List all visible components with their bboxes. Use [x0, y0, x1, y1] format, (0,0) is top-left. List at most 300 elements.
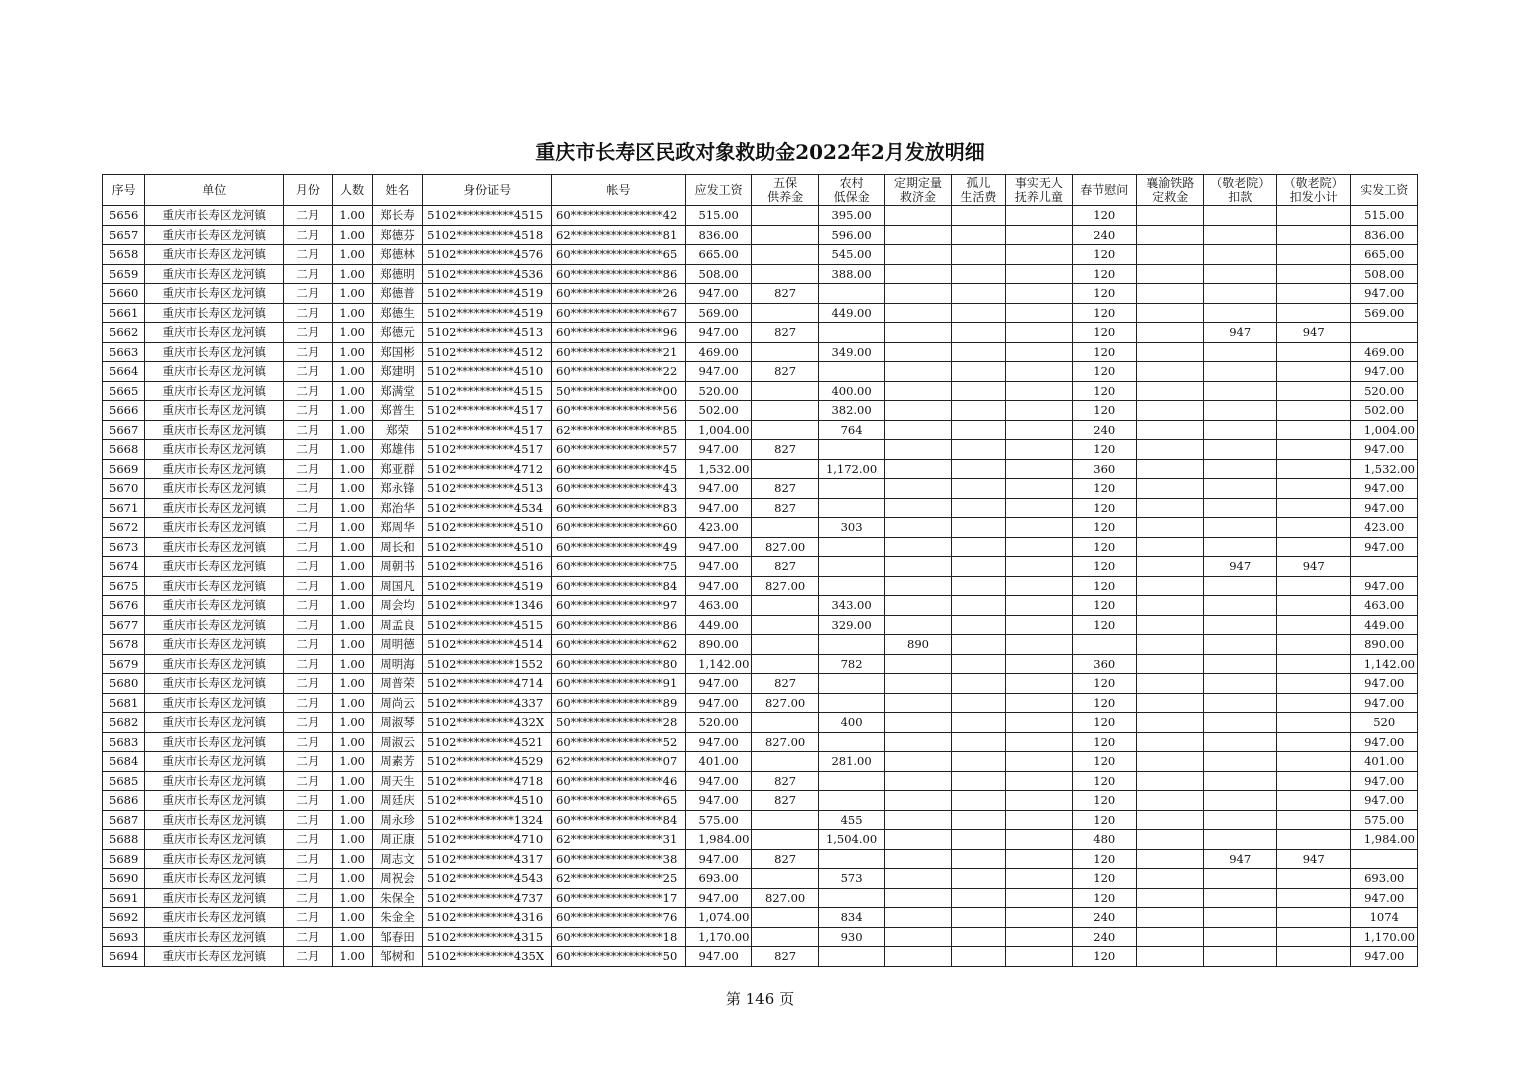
table-cell: 60****************49: [552, 537, 686, 557]
table-cell: 520.00: [685, 713, 751, 733]
table-cell: 120: [1072, 401, 1136, 421]
table-cell: [818, 791, 884, 811]
table-cell: 827.00: [752, 693, 818, 713]
table-cell: 508.00: [1351, 264, 1418, 284]
table-cell: 5102**********4521: [423, 732, 552, 752]
table-cell: 5690: [103, 869, 145, 889]
table-cell: 周国凡: [372, 576, 422, 596]
table-cell: 5669: [103, 459, 145, 479]
table-cell: 5102**********4519: [423, 284, 552, 304]
table-cell: 827.00: [752, 732, 818, 752]
table-cell: 947.00: [685, 440, 751, 460]
table-cell: 1.00: [332, 732, 372, 752]
table-cell: 5102**********4515: [423, 615, 552, 635]
table-cell: 62****************85: [552, 420, 686, 440]
table-cell: [1137, 849, 1204, 869]
table-cell: 二月: [284, 459, 332, 479]
table-cell: 62****************81: [552, 225, 686, 245]
table-cell: 朱金全: [372, 908, 422, 928]
table-cell: 二月: [284, 225, 332, 245]
table-cell: [885, 518, 951, 538]
table-cell: [885, 342, 951, 362]
table-cell: [1276, 810, 1351, 830]
table-cell: 947: [1276, 849, 1351, 869]
table-cell: [1204, 401, 1276, 421]
table-cell: 120: [1072, 206, 1136, 226]
table-cell: 400.00: [818, 381, 884, 401]
table-row: [103, 323, 1418, 343]
table-cell: [951, 479, 1005, 499]
table-cell: [885, 323, 951, 343]
table-cell: [1137, 752, 1204, 772]
table-cell: 5680: [103, 674, 145, 694]
table-row: [103, 615, 1418, 635]
table-cell: [818, 537, 884, 557]
table-cell: [1276, 596, 1351, 616]
table-cell: [1137, 576, 1204, 596]
table-cell: [1006, 362, 1072, 382]
table-cell: 120: [1072, 362, 1136, 382]
table-cell: 5679: [103, 654, 145, 674]
table-cell: [951, 440, 1005, 460]
table-cell: 388.00: [818, 264, 884, 284]
table-cell: 120: [1072, 537, 1136, 557]
table-cell: 1,504.00: [818, 830, 884, 850]
table-cell: 449.00: [685, 615, 751, 635]
table-cell: 947.00: [1351, 674, 1418, 694]
table-cell: 515.00: [685, 206, 751, 226]
table-cell: 60****************60: [552, 518, 686, 538]
table-cell: [1006, 557, 1072, 577]
table-cell: [1006, 479, 1072, 499]
table-cell: 重庆市长寿区龙河镇: [145, 888, 284, 908]
table-cell: 60****************84: [552, 576, 686, 596]
table-cell: 周孟良: [372, 615, 422, 635]
table-row: [103, 693, 1418, 713]
table-cell: [1006, 888, 1072, 908]
table-cell: [1137, 810, 1204, 830]
table-cell: [818, 498, 884, 518]
table-cell: 5662: [103, 323, 145, 343]
table-cell: 5102**********4518: [423, 225, 552, 245]
table-cell: 1.00: [332, 245, 372, 265]
table-row: [103, 245, 1418, 265]
table-cell: 120: [1072, 732, 1136, 752]
table-cell: 5684: [103, 752, 145, 772]
table-cell: [951, 635, 1005, 655]
table-cell: 890.00: [1351, 635, 1418, 655]
table-cell: [885, 440, 951, 460]
table-cell: [1276, 401, 1351, 421]
table-cell: 5102**********4543: [423, 869, 552, 889]
column-header: 五保 供养金: [752, 175, 818, 206]
table-cell: 5102**********4718: [423, 771, 552, 791]
table-cell: 5102**********4517: [423, 401, 552, 421]
table-row: [103, 596, 1418, 616]
table-cell: [885, 713, 951, 733]
table-cell: [752, 654, 818, 674]
column-header: 农村 低保金: [818, 175, 884, 206]
table-cell: [1137, 381, 1204, 401]
table-cell: [1006, 810, 1072, 830]
table-cell: 5670: [103, 479, 145, 499]
table-row: [103, 674, 1418, 694]
table-row: [103, 849, 1418, 869]
table-cell: [1137, 518, 1204, 538]
table-cell: 重庆市长寿区龙河镇: [145, 362, 284, 382]
table-cell: 5102**********1324: [423, 810, 552, 830]
table-cell: [1276, 908, 1351, 928]
table-cell: 5656: [103, 206, 145, 226]
table-cell: 120: [1072, 576, 1136, 596]
table-cell: 5676: [103, 596, 145, 616]
table-cell: 120: [1072, 557, 1136, 577]
table-cell: [885, 245, 951, 265]
table-cell: 5102**********4510: [423, 362, 552, 382]
table-cell: 二月: [284, 284, 332, 304]
table-cell: 60****************57: [552, 440, 686, 460]
table-cell: [1204, 440, 1276, 460]
table-cell: [752, 420, 818, 440]
table-cell: [1006, 420, 1072, 440]
table-cell: [818, 635, 884, 655]
table-cell: 120: [1072, 674, 1136, 694]
table-header-row: [103, 175, 1418, 206]
table-cell: [885, 654, 951, 674]
table-cell: 947: [1204, 849, 1276, 869]
table-cell: [752, 518, 818, 538]
table-cell: [951, 869, 1005, 889]
table-cell: 836.00: [685, 225, 751, 245]
column-header: 身份证号: [423, 175, 552, 206]
table-cell: [1137, 596, 1204, 616]
table-cell: 二月: [284, 693, 332, 713]
table-cell: [818, 284, 884, 304]
table-cell: 1,170.00: [1351, 927, 1418, 947]
table-cell: [885, 908, 951, 928]
table-cell: [885, 830, 951, 850]
table-cell: 60****************62: [552, 635, 686, 655]
table-cell: 二月: [284, 849, 332, 869]
table-cell: [951, 752, 1005, 772]
column-header: 应发工资: [685, 175, 751, 206]
table-cell: 502.00: [1351, 401, 1418, 421]
table-cell: 郑国彬: [372, 342, 422, 362]
table-cell: [1276, 225, 1351, 245]
table-cell: [818, 323, 884, 343]
table-cell: 1.00: [332, 264, 372, 284]
column-header: 单位: [145, 175, 284, 206]
table-cell: 5660: [103, 284, 145, 304]
table-cell: 469.00: [1351, 342, 1418, 362]
table-cell: [885, 459, 951, 479]
table-cell: [752, 713, 818, 733]
table-row: [103, 537, 1418, 557]
table-cell: [951, 576, 1005, 596]
table-cell: 5666: [103, 401, 145, 421]
table-cell: 947.00: [685, 771, 751, 791]
table-cell: 60****************21: [552, 342, 686, 362]
table-cell: 1.00: [332, 615, 372, 635]
table-cell: 二月: [284, 713, 332, 733]
table-cell: 520.00: [685, 381, 751, 401]
table-cell: 重庆市长寿区龙河镇: [145, 518, 284, 538]
table-cell: 5686: [103, 791, 145, 811]
table-cell: 5659: [103, 264, 145, 284]
table-cell: 240: [1072, 225, 1136, 245]
table-cell: [752, 908, 818, 928]
table-cell: [951, 206, 1005, 226]
table-cell: 5683: [103, 732, 145, 752]
table-cell: [818, 947, 884, 967]
table-cell: 二月: [284, 654, 332, 674]
table-cell: 665.00: [685, 245, 751, 265]
table-cell: [1276, 830, 1351, 850]
table-cell: 836.00: [1351, 225, 1418, 245]
table-cell: 郑德生: [372, 303, 422, 323]
table-cell: 120: [1072, 810, 1136, 830]
table-cell: 1.00: [332, 576, 372, 596]
table-cell: 947.00: [685, 693, 751, 713]
table-cell: 5102**********4519: [423, 576, 552, 596]
table-cell: [1204, 869, 1276, 889]
table-cell: 5102**********4513: [423, 323, 552, 343]
table-cell: 120: [1072, 947, 1136, 967]
table-cell: 5102**********4510: [423, 791, 552, 811]
table-cell: 周长和: [372, 537, 422, 557]
table-cell: 二月: [284, 264, 332, 284]
table-cell: [1204, 206, 1276, 226]
table-cell: [1006, 791, 1072, 811]
table-cell: 二月: [284, 869, 332, 889]
table-cell: 693.00: [1351, 869, 1418, 889]
table-cell: 5667: [103, 420, 145, 440]
table-cell: 二月: [284, 596, 332, 616]
table-cell: 5693: [103, 927, 145, 947]
table-cell: [1137, 479, 1204, 499]
table-cell: 575.00: [685, 810, 751, 830]
table-cell: 947.00: [685, 888, 751, 908]
table-cell: 50****************00: [552, 381, 686, 401]
table-cell: 二月: [284, 245, 332, 265]
table-cell: 二月: [284, 420, 332, 440]
table-row: [103, 479, 1418, 499]
table-cell: 947.00: [685, 674, 751, 694]
table-cell: [818, 849, 884, 869]
table-cell: [818, 888, 884, 908]
column-header: 襄渝铁路 定救金: [1137, 175, 1204, 206]
table-cell: [1006, 537, 1072, 557]
column-header: （敬老院） 扣款: [1204, 175, 1276, 206]
table-cell: [1351, 849, 1418, 869]
table-cell: 463.00: [685, 596, 751, 616]
table-cell: [951, 498, 1005, 518]
table-cell: 449.00: [1351, 615, 1418, 635]
table-cell: 5689: [103, 849, 145, 869]
table-cell: [1137, 908, 1204, 928]
table-cell: 60****************96: [552, 323, 686, 343]
table-cell: 周素芳: [372, 752, 422, 772]
table-cell: [1006, 596, 1072, 616]
table-cell: [951, 420, 1005, 440]
table-cell: 邹春田: [372, 927, 422, 947]
table-row: [103, 225, 1418, 245]
table-cell: 5677: [103, 615, 145, 635]
table-cell: 1,142.00: [1351, 654, 1418, 674]
table-cell: 5102**********4529: [423, 752, 552, 772]
table-cell: 重庆市长寿区龙河镇: [145, 869, 284, 889]
table-cell: [885, 752, 951, 772]
table-cell: 947.00: [685, 732, 751, 752]
table-cell: [1204, 498, 1276, 518]
table-cell: [885, 615, 951, 635]
table-cell: [885, 810, 951, 830]
table-cell: 5658: [103, 245, 145, 265]
table-cell: 5102**********4534: [423, 498, 552, 518]
table-cell: 5102**********4316: [423, 908, 552, 928]
table-cell: [1006, 323, 1072, 343]
payment-table: [102, 174, 1418, 967]
table-row: [103, 381, 1418, 401]
table-row: [103, 713, 1418, 733]
table-cell: 二月: [284, 830, 332, 850]
table-cell: [1276, 654, 1351, 674]
table-cell: 重庆市长寿区龙河镇: [145, 206, 284, 226]
table-cell: 二月: [284, 576, 332, 596]
table-cell: 60****************97: [552, 596, 686, 616]
table-cell: 郑亚群: [372, 459, 422, 479]
table-cell: [818, 479, 884, 499]
table-cell: 469.00: [685, 342, 751, 362]
table-row: [103, 498, 1418, 518]
table-cell: 349.00: [818, 342, 884, 362]
table-cell: [1137, 674, 1204, 694]
table-cell: [951, 947, 1005, 967]
table-cell: 重庆市长寿区龙河镇: [145, 323, 284, 343]
table-row: [103, 401, 1418, 421]
table-cell: 947.00: [1351, 576, 1418, 596]
table-cell: 120: [1072, 888, 1136, 908]
table-cell: [1006, 947, 1072, 967]
table-cell: 1.00: [332, 323, 372, 343]
table-cell: [1276, 674, 1351, 694]
table-row: [103, 927, 1418, 947]
table-cell: 二月: [284, 518, 332, 538]
table-cell: [1006, 303, 1072, 323]
table-cell: [951, 713, 1005, 733]
table-cell: 二月: [284, 947, 332, 967]
table-cell: [1276, 342, 1351, 362]
table-cell: 120: [1072, 342, 1136, 362]
table-cell: [1137, 459, 1204, 479]
table-cell: 240: [1072, 927, 1136, 947]
table-cell: 重庆市长寿区龙河镇: [145, 498, 284, 518]
table-cell: 240: [1072, 908, 1136, 928]
table-cell: 重庆市长寿区龙河镇: [145, 947, 284, 967]
table-cell: 60****************89: [552, 693, 686, 713]
table-cell: 395.00: [818, 206, 884, 226]
table-cell: [885, 927, 951, 947]
table-cell: [885, 401, 951, 421]
table-cell: [1276, 284, 1351, 304]
table-cell: 545.00: [818, 245, 884, 265]
table-cell: [1276, 420, 1351, 440]
table-cell: 郑长寿: [372, 206, 422, 226]
table-cell: [1204, 732, 1276, 752]
table-cell: 60****************75: [552, 557, 686, 577]
table-cell: 947: [1276, 323, 1351, 343]
table-cell: [1276, 440, 1351, 460]
table-cell: [1137, 284, 1204, 304]
table-cell: [1006, 849, 1072, 869]
column-header: 春节慰问: [1072, 175, 1136, 206]
table-cell: 1.00: [332, 284, 372, 304]
table-cell: 1.00: [332, 927, 372, 947]
table-cell: 5672: [103, 518, 145, 538]
table-cell: 947.00: [685, 323, 751, 343]
table-cell: 329.00: [818, 615, 884, 635]
table-cell: [1276, 869, 1351, 889]
table-cell: 重庆市长寿区龙河镇: [145, 557, 284, 577]
table-cell: 郑建明: [372, 362, 422, 382]
table-cell: 947.00: [1351, 440, 1418, 460]
table-row: [103, 732, 1418, 752]
table-cell: [951, 693, 1005, 713]
table-cell: 重庆市长寿区龙河镇: [145, 459, 284, 479]
table-cell: 120: [1072, 440, 1136, 460]
table-cell: 5674: [103, 557, 145, 577]
table-cell: 60****************26: [552, 284, 686, 304]
table-cell: [752, 830, 818, 850]
table-cell: 60****************46: [552, 771, 686, 791]
table-cell: [1276, 615, 1351, 635]
table-cell: 二月: [284, 206, 332, 226]
table-cell: 1.00: [332, 537, 372, 557]
table-cell: 1.00: [332, 420, 372, 440]
table-cell: [1204, 459, 1276, 479]
table-cell: 5102**********4510: [423, 537, 552, 557]
table-cell: [1137, 537, 1204, 557]
table-cell: [752, 459, 818, 479]
table-cell: 5102**********4714: [423, 674, 552, 694]
table-cell: [1276, 693, 1351, 713]
table-cell: [1351, 323, 1418, 343]
table-cell: 重庆市长寿区龙河镇: [145, 225, 284, 245]
table-cell: [1137, 615, 1204, 635]
table-cell: [1204, 303, 1276, 323]
table-cell: [752, 401, 818, 421]
table-cell: [951, 888, 1005, 908]
table-cell: [1006, 908, 1072, 928]
table-cell: 1.00: [332, 908, 372, 928]
table-cell: [1276, 498, 1351, 518]
table-cell: 重庆市长寿区龙河镇: [145, 537, 284, 557]
table-cell: 5102**********4710: [423, 830, 552, 850]
table-cell: 827.00: [752, 888, 818, 908]
table-cell: 665.00: [1351, 245, 1418, 265]
table-cell: [1276, 206, 1351, 226]
table-cell: 二月: [284, 908, 332, 928]
table-cell: 947.00: [685, 479, 751, 499]
table-cell: 周会均: [372, 596, 422, 616]
table-cell: 1.00: [332, 947, 372, 967]
table-row: [103, 557, 1418, 577]
table-cell: 5102**********4737: [423, 888, 552, 908]
table-cell: 郑普生: [372, 401, 422, 421]
table-cell: 1.00: [332, 752, 372, 772]
table-cell: [1276, 245, 1351, 265]
table-cell: 60****************45: [552, 459, 686, 479]
